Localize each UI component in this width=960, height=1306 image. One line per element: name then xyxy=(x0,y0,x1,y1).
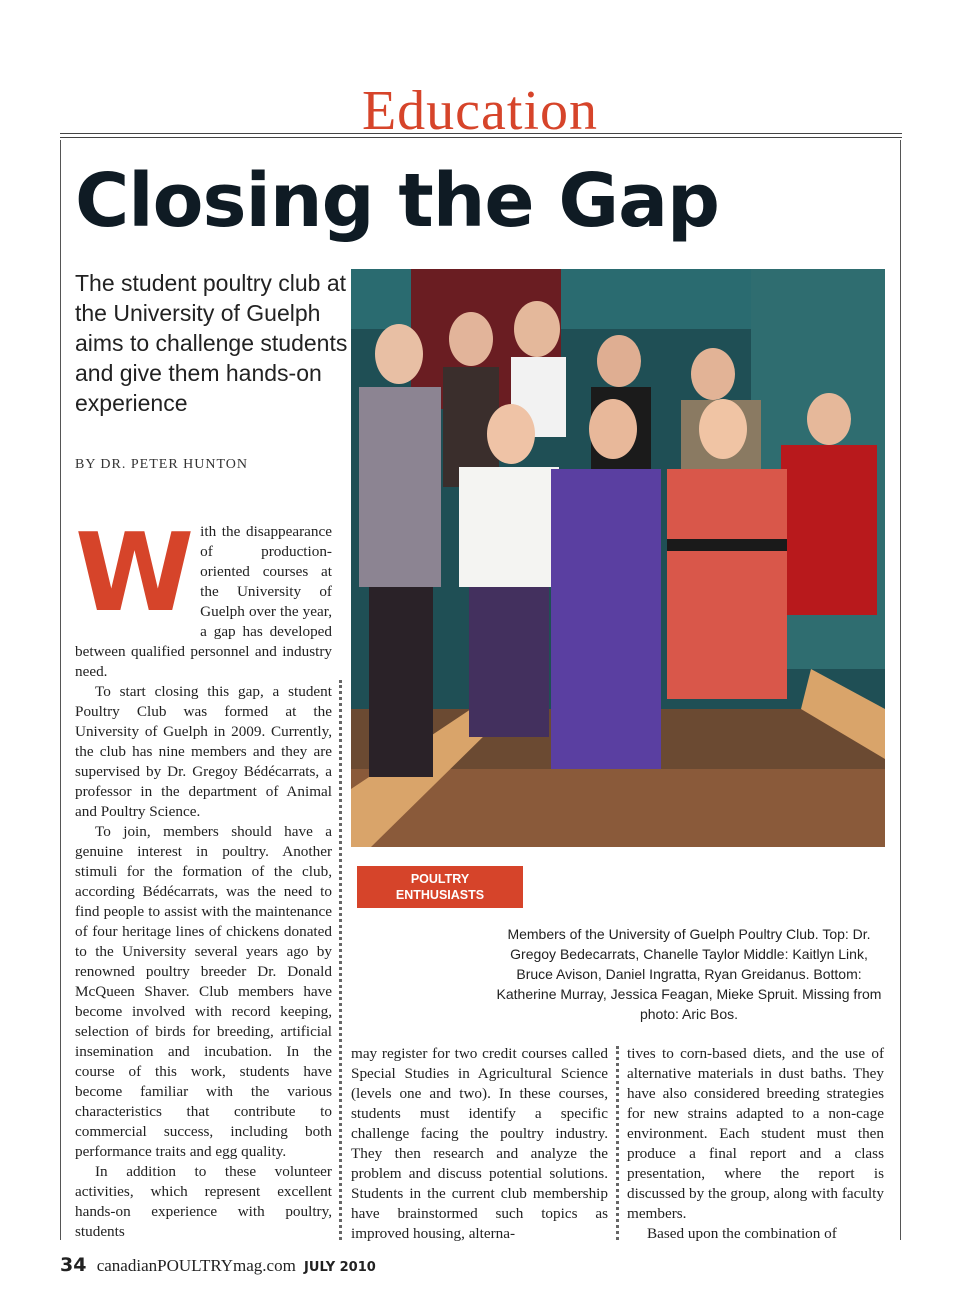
body-column-1 xyxy=(75,511,332,1242)
column-divider xyxy=(616,1046,619,1240)
header-rule-secondary xyxy=(60,137,902,138)
byline: BY DR. PETER HUNTON xyxy=(75,457,249,472)
body-column-2 xyxy=(351,1044,608,1244)
issue-date: JULY 2010 xyxy=(304,1260,376,1275)
page-number: 34 xyxy=(60,1254,87,1276)
badge-line-2: ENTHUSIASTS xyxy=(395,888,485,902)
paragraph: ith the disappearance of production-oriented courses at the University of Guelph over the year, a gap has developed between qualified personnel and industry need. xyxy=(75,523,332,680)
article-headline: Closing the Gap xyxy=(75,158,719,244)
section-title: Education xyxy=(361,80,599,142)
photo-badge xyxy=(357,866,523,908)
article-deck: The student poultry club at the University of Guelph aims to challenge students and give them hands-on experience xyxy=(75,270,348,416)
paragraph: In addition to these volunteer activities, which represent excellent hands-on experience with poultry, students xyxy=(75,1163,332,1240)
magazine-site: canadianPOULTRYmag.com xyxy=(96,1256,296,1275)
body-column-3 xyxy=(627,1044,884,1244)
paragraph: may register for two credit courses called Special Studies in Agricultural Science (levels one and two). In these courses, students must identify a specific challenge facing the poultry industry. They then research and analyze the problem and discuss potential solutions. Students in the current club membership have brainstormed such topics as improved housing, alterna- xyxy=(351,1045,608,1242)
paragraph: tives to corn-based diets, and the use of alternative materials in dust baths. They have also considered breeding strategies for new strains adapted to a non-cage environment. Each student must then produce a final report and a class presentation, where the report is discussed by the group, along with faculty members. xyxy=(627,1045,884,1222)
drop-cap: W xyxy=(75,511,195,636)
page-footer xyxy=(60,1254,376,1276)
paragraph: To start closing this gap, a student Poultry Club was formed at the University of Guelph in 2009. Currently, the club has nine members and they are supervised by Dr. Gregoy Bédécarrats, a professor in the department of Animal and Poultry Science. xyxy=(75,683,332,820)
paragraph: Based upon the combination of xyxy=(647,1225,837,1242)
badge-line-1: POULTRY xyxy=(410,872,470,886)
column-divider xyxy=(339,680,342,1240)
club-group-photo xyxy=(351,269,885,847)
paragraph: To join, members should have a genuine interest in poultry. Another stimuli for the formation of the club, according Bédécarrats, was the need to find people to assist with the maintenance of four heritage lines of chickens donated to the University several years ago by renowned poultry breeder Dr. Donald McQueen Shaver. Club members have become involved with record keeping, selection of birds for breeding, artificial insemination and incubation. In the course of this work, students have become familiar with the various characteristics that contribute to commercial success, including both performance traits and egg quality. xyxy=(75,823,332,1160)
group-photo-illustration xyxy=(351,269,885,847)
photo-caption: Members of the University of Guelph Poultry Club. Top: Dr. Gregoy Bedecarrats, Chanelle Taylor Middle: Kaitlyn Link, Bruce Avison, Daniel Ingratta, Ryan Greidanus. Bottom: Katherine Murray, Jessica Feagan, Mieke Spruit. Missing from photo: Aric Bos. xyxy=(496,926,882,1022)
header-rule xyxy=(60,133,902,134)
